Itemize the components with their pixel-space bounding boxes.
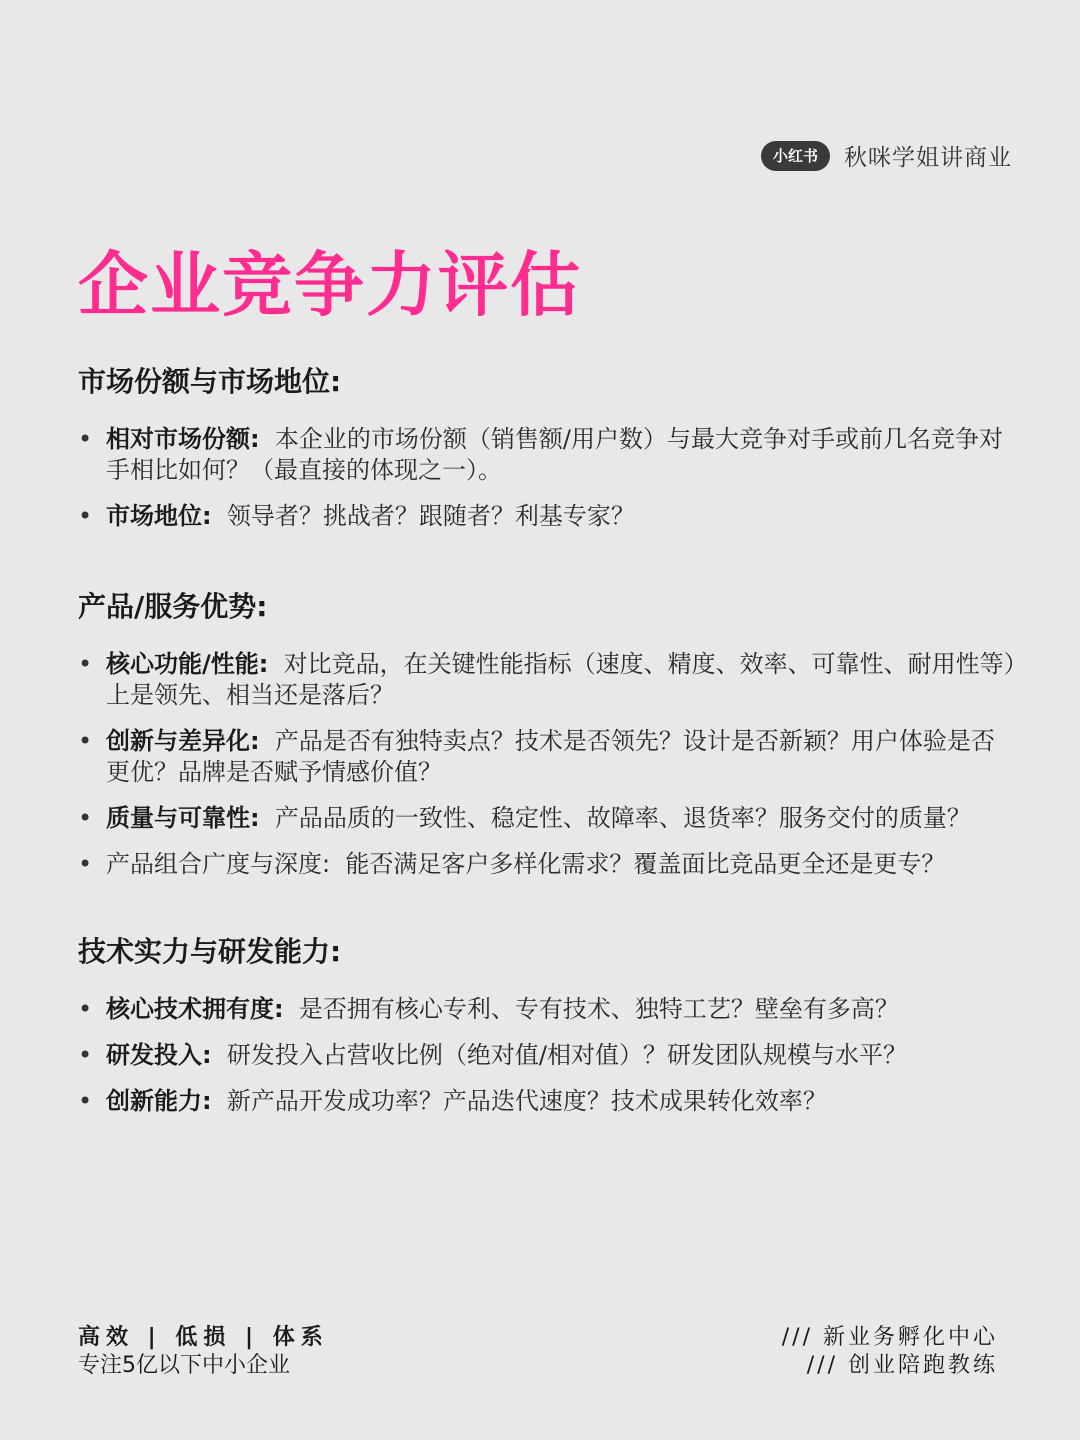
brand-name: 秋咪学姐讲商业 (844, 145, 1012, 171)
brand (761, 139, 1012, 172)
item-label: 创新与差异化: (106, 727, 260, 755)
section-market-share (78, 362, 1018, 547)
footer-line-2: /// 创业陪跑教练 (806, 1353, 998, 1378)
section-heading: 技术实力与研发能力: (78, 935, 342, 968)
item-text: 是否拥有核心专利、专有技术、独特工艺？壁垒有多高？ (298, 995, 899, 1023)
item-label: 核心技术拥有度: (106, 995, 284, 1023)
item-label: 市场地位: (106, 502, 212, 530)
bullet-list (78, 994, 1018, 1117)
item-text: 能否满足客户多样化需求？覆盖面比竞品更全还是更专？ (345, 850, 946, 878)
footer-left (78, 1324, 329, 1380)
list-item (78, 1086, 1018, 1117)
list-item (78, 501, 1018, 532)
item-text: 领导者？挑战者？跟随者？利基专家？ (226, 502, 635, 530)
section-heading: 市场份额与市场地位: (78, 365, 342, 398)
list-item (78, 994, 1018, 1025)
list-item (78, 726, 1018, 788)
bullet-list (78, 649, 1018, 880)
bullet-list (78, 424, 1018, 532)
item-label: 研发投入: (106, 1041, 212, 1069)
footer-right (782, 1324, 998, 1380)
item-text: 产品是否有独特卖点？技术是否领先？设计是否新颖？用户体验是否更优？品牌是否赋予情感价值？ (106, 727, 995, 786)
footer-subtitle: 专注5亿以下中小企业 (78, 1353, 290, 1378)
item-label: 相对市场份额: (106, 425, 260, 453)
item-label: 核心功能/性能: (106, 650, 269, 678)
list-item (78, 1040, 1018, 1071)
footer-line-1: /// 新业务孵化中心 (781, 1325, 998, 1350)
list-item (78, 849, 1018, 880)
item-label: 创新能力: (106, 1087, 212, 1115)
page-title: 企业竞争力评估 (78, 244, 582, 326)
item-label: 产品组合广度与深度: (106, 850, 331, 878)
list-item (78, 803, 1018, 834)
section-product-advantage (78, 587, 1018, 895)
item-text: 研发投入占营收比例（绝对值/相对值）？研发团队规模与水平？ (226, 1041, 907, 1069)
section-tech-rd (78, 932, 1018, 1132)
item-text: 对比竞品，在关键性能指标（速度、精度、效率、可靠性、耐用性等）上是领先、相当还是落后？ (106, 650, 1016, 709)
item-text: 产品品质的一致性、稳定性、故障率、退货率？服务交付的质量？ (274, 804, 971, 832)
list-item (78, 424, 1018, 486)
brand-badge: 小红书 (761, 141, 830, 171)
list-item (78, 649, 1018, 711)
item-text: 新产品开发成功率？产品迭代速度？技术成果转化效率？ (226, 1087, 827, 1115)
item-label: 质量与可靠性: (106, 804, 260, 832)
section-heading: 产品/服务优势: (78, 590, 268, 623)
footer-tagline: 高效 | 低损 | 体系 (78, 1325, 329, 1350)
item-text: 本企业的市场份额（销售额/用户数）与最大竞争对手或前几名竞争对手相比如何？（最直接的体现之一）。 (106, 425, 1003, 484)
